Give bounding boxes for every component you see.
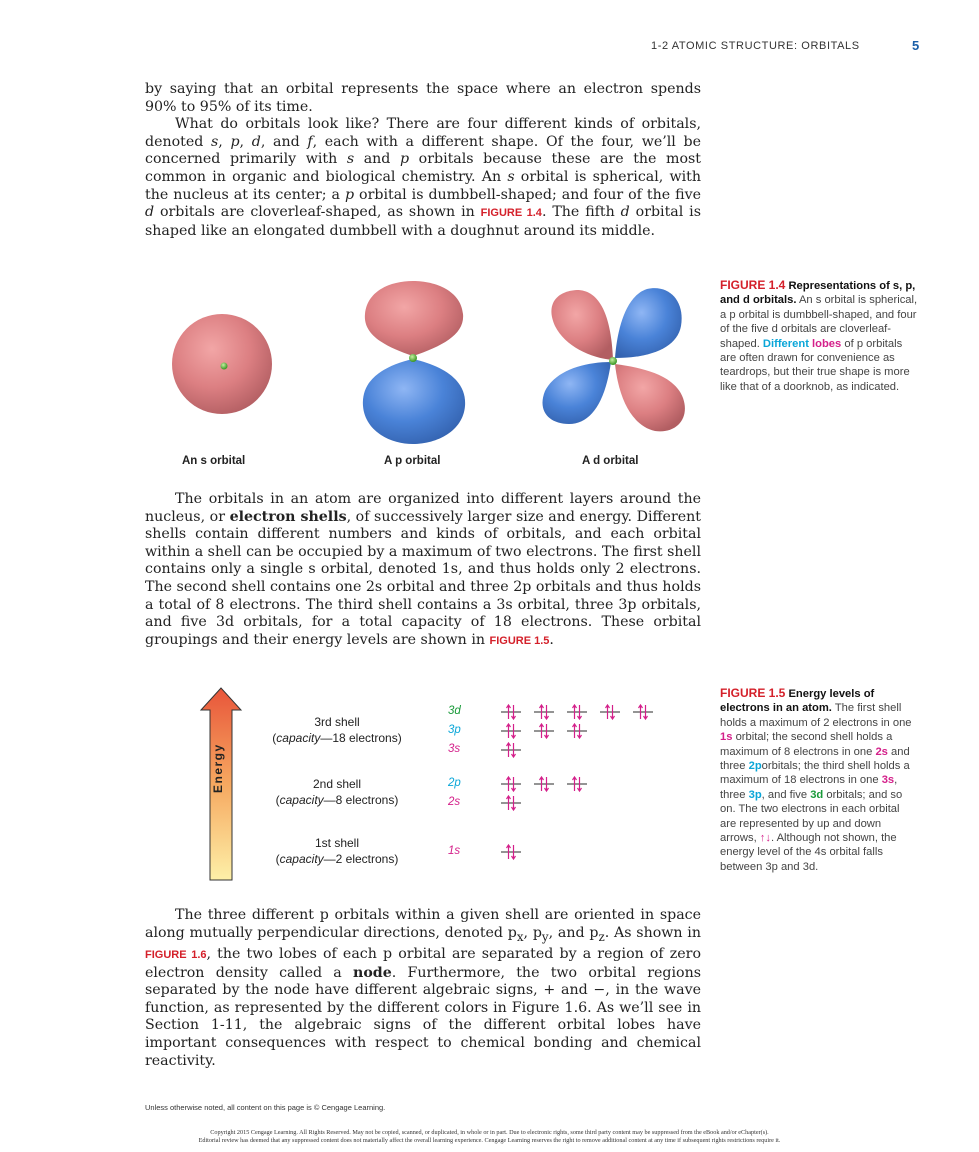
paragraph-4: The three different p orbitals within a given shell are oriented in space along mutually perpendicular directions, denoted $p_x$, $p_y$, and $p_z$. As shown in FIGURE 1.6, the two lobes of each p orbital are separated by a region of zero electron density called a node. Furthermore, the two orbital regions separated by the node have different algebraic signs, + and −, in the wave function, as represented by the different colors in Figure 1.6. As we’ll see in Section 1-11, the algebraic signs of the different orbital lobes have important consequences with respect to chemical bonding and chemical reactivity. xyxy=(145,907,702,1069)
s-orbital-label: An s orbital xyxy=(182,455,246,467)
page-number: 5 xyxy=(912,38,920,53)
subshell-2s: 2s xyxy=(448,796,461,808)
intro-text xyxy=(145,81,701,240)
shells-text xyxy=(145,491,701,650)
running-head: 1-2 ATOMIC STRUCTURE: ORBITALS xyxy=(651,40,860,52)
electron-pair xyxy=(501,796,521,810)
figure-1-4-ref[interactable]: FIGURE 1.4 xyxy=(480,207,542,220)
electron-pair xyxy=(633,705,653,719)
electron-pair xyxy=(534,777,554,791)
electron-pair xyxy=(501,777,521,791)
copyright-notice: Copyright 2015 Cengage Learning. All Rights Reserved. May not be copied, scanned, or duplicated, in whole or in part. Due to electronic rights, some third party content may be suppressed from the eBook and/or eChapter(s). Editorial review has deemed that any suppressed content does not materially affect the overall learning experience. Cengage Learning reserves the right to remove additional content at any time if subsequent rights restrictions require it. xyxy=(198,1129,781,1144)
figure-1-6-ref[interactable]: FIGURE 1.6 xyxy=(145,949,207,962)
d-orbital-label: A d orbital xyxy=(582,455,639,467)
shell-2-label: 2nd shell (capacity—8 electrons) xyxy=(275,777,399,807)
shell-1-label: 1st shell (capacity—2 electrons) xyxy=(275,836,399,866)
electron-pair xyxy=(501,705,521,719)
subshell-2p: 2p xyxy=(448,777,461,789)
p-orbital-text xyxy=(145,907,701,1070)
electron-pair xyxy=(501,724,521,738)
electron-pair xyxy=(600,705,620,719)
paragraph-3: The orbitals in an atom are organized into different layers around the nucleus, or electron shells, of successively larger size and energy. Different shells contain different numbers and kinds of orbitals, and each orbital within a shell can be occupied by a maximum of two electrons. The first shell contains only a single s orbital, denoted 1s, and thus holds only 2 electrons. The second shell contains one 2s orbital and three 2p orbitals and thus holds a total of 8 electrons. The third shell contains a 3s orbital, three 3p orbitals, and five 3d orbitals, for a total capacity of 18 electrons. These orbital groupings and their energy levels are shown in FIGURE 1.5. xyxy=(145,491,701,648)
p-orbital-label: A p orbital xyxy=(384,455,441,467)
figure-1-5-caption: FIGURE 1.5 Energy levels of electrons in an atom. The first shell holds a maximum of 2 electrons in one 1s orbital; the second shell holds a maximum of 8 electrons in one 2s and three 2porbitals; the third shell holds a maximum of 18 electrons in one 3s, three 3p, and five 3d orbitals; and so on. The two electrons in each orbital are represented by up and down arrows, ↑↓. Although not shown, the energy level of the 4s orbital falls between 3p and 3d. xyxy=(720,686,912,873)
energy-axis-label: Energy xyxy=(211,743,225,793)
figure-1-5-ref[interactable]: FIGURE 1.5 xyxy=(489,634,550,647)
subshell-3d: 3d xyxy=(448,705,461,717)
paragraph-2: What do orbitals look like? There are four different kinds of orbitals, denoted s, p, d, and f, each with a different shape. Of the four, we’ll be concerned primarily with s and p orbitals because these are the most common in organic and biological chemistry. An s orbital is spherical, with the nucleus at its center; a p orbital is dumbbell-shaped; and four of the five d orbitals are cloverleaf-shaped, as shown in FIGURE 1.4. The fifth d orbital is shaped like an elongated dumbbell with a doughnut around its middle. xyxy=(145,116,702,239)
orbital-figure xyxy=(145,276,701,476)
orbital-boxes xyxy=(498,700,658,865)
electron-pair xyxy=(534,705,554,719)
electron-pair xyxy=(567,777,587,791)
subshell-1s: 1s xyxy=(448,845,461,857)
shell-3-label: 3rd shell (capacity—18 electrons) xyxy=(272,715,402,745)
figure-1-4-caption: FIGURE 1.4 Representations of s, p, and d orbitals. An s orbital is spherical, a p orbital is dumbbell-shaped, and four of the five d orbitals are cloverleaf-shaped. Different lobes of p orbitals are often drawn for convenience as teardrops, but their true shape is more like that of a doorknob, as indicated. xyxy=(720,278,918,393)
electron-pair xyxy=(567,705,587,719)
electron-pair xyxy=(501,743,521,757)
electron-pair xyxy=(534,724,554,738)
subshell-3s: 3s xyxy=(448,743,461,755)
subshell-3p: 3p xyxy=(448,724,461,736)
p-orbital-dumbbell xyxy=(363,281,465,444)
content-note: Unless otherwise noted, all content on this page is © Cengage Learning. xyxy=(145,1103,386,1112)
d-orbital-cloverleaf xyxy=(542,288,684,431)
electron-pair xyxy=(567,724,587,738)
paragraph-1: by saying that an orbital represents the space where an electron spends 90% to 95% of its time. xyxy=(145,81,701,115)
electron-pair xyxy=(501,845,521,859)
s-orbital-sphere xyxy=(172,314,272,414)
